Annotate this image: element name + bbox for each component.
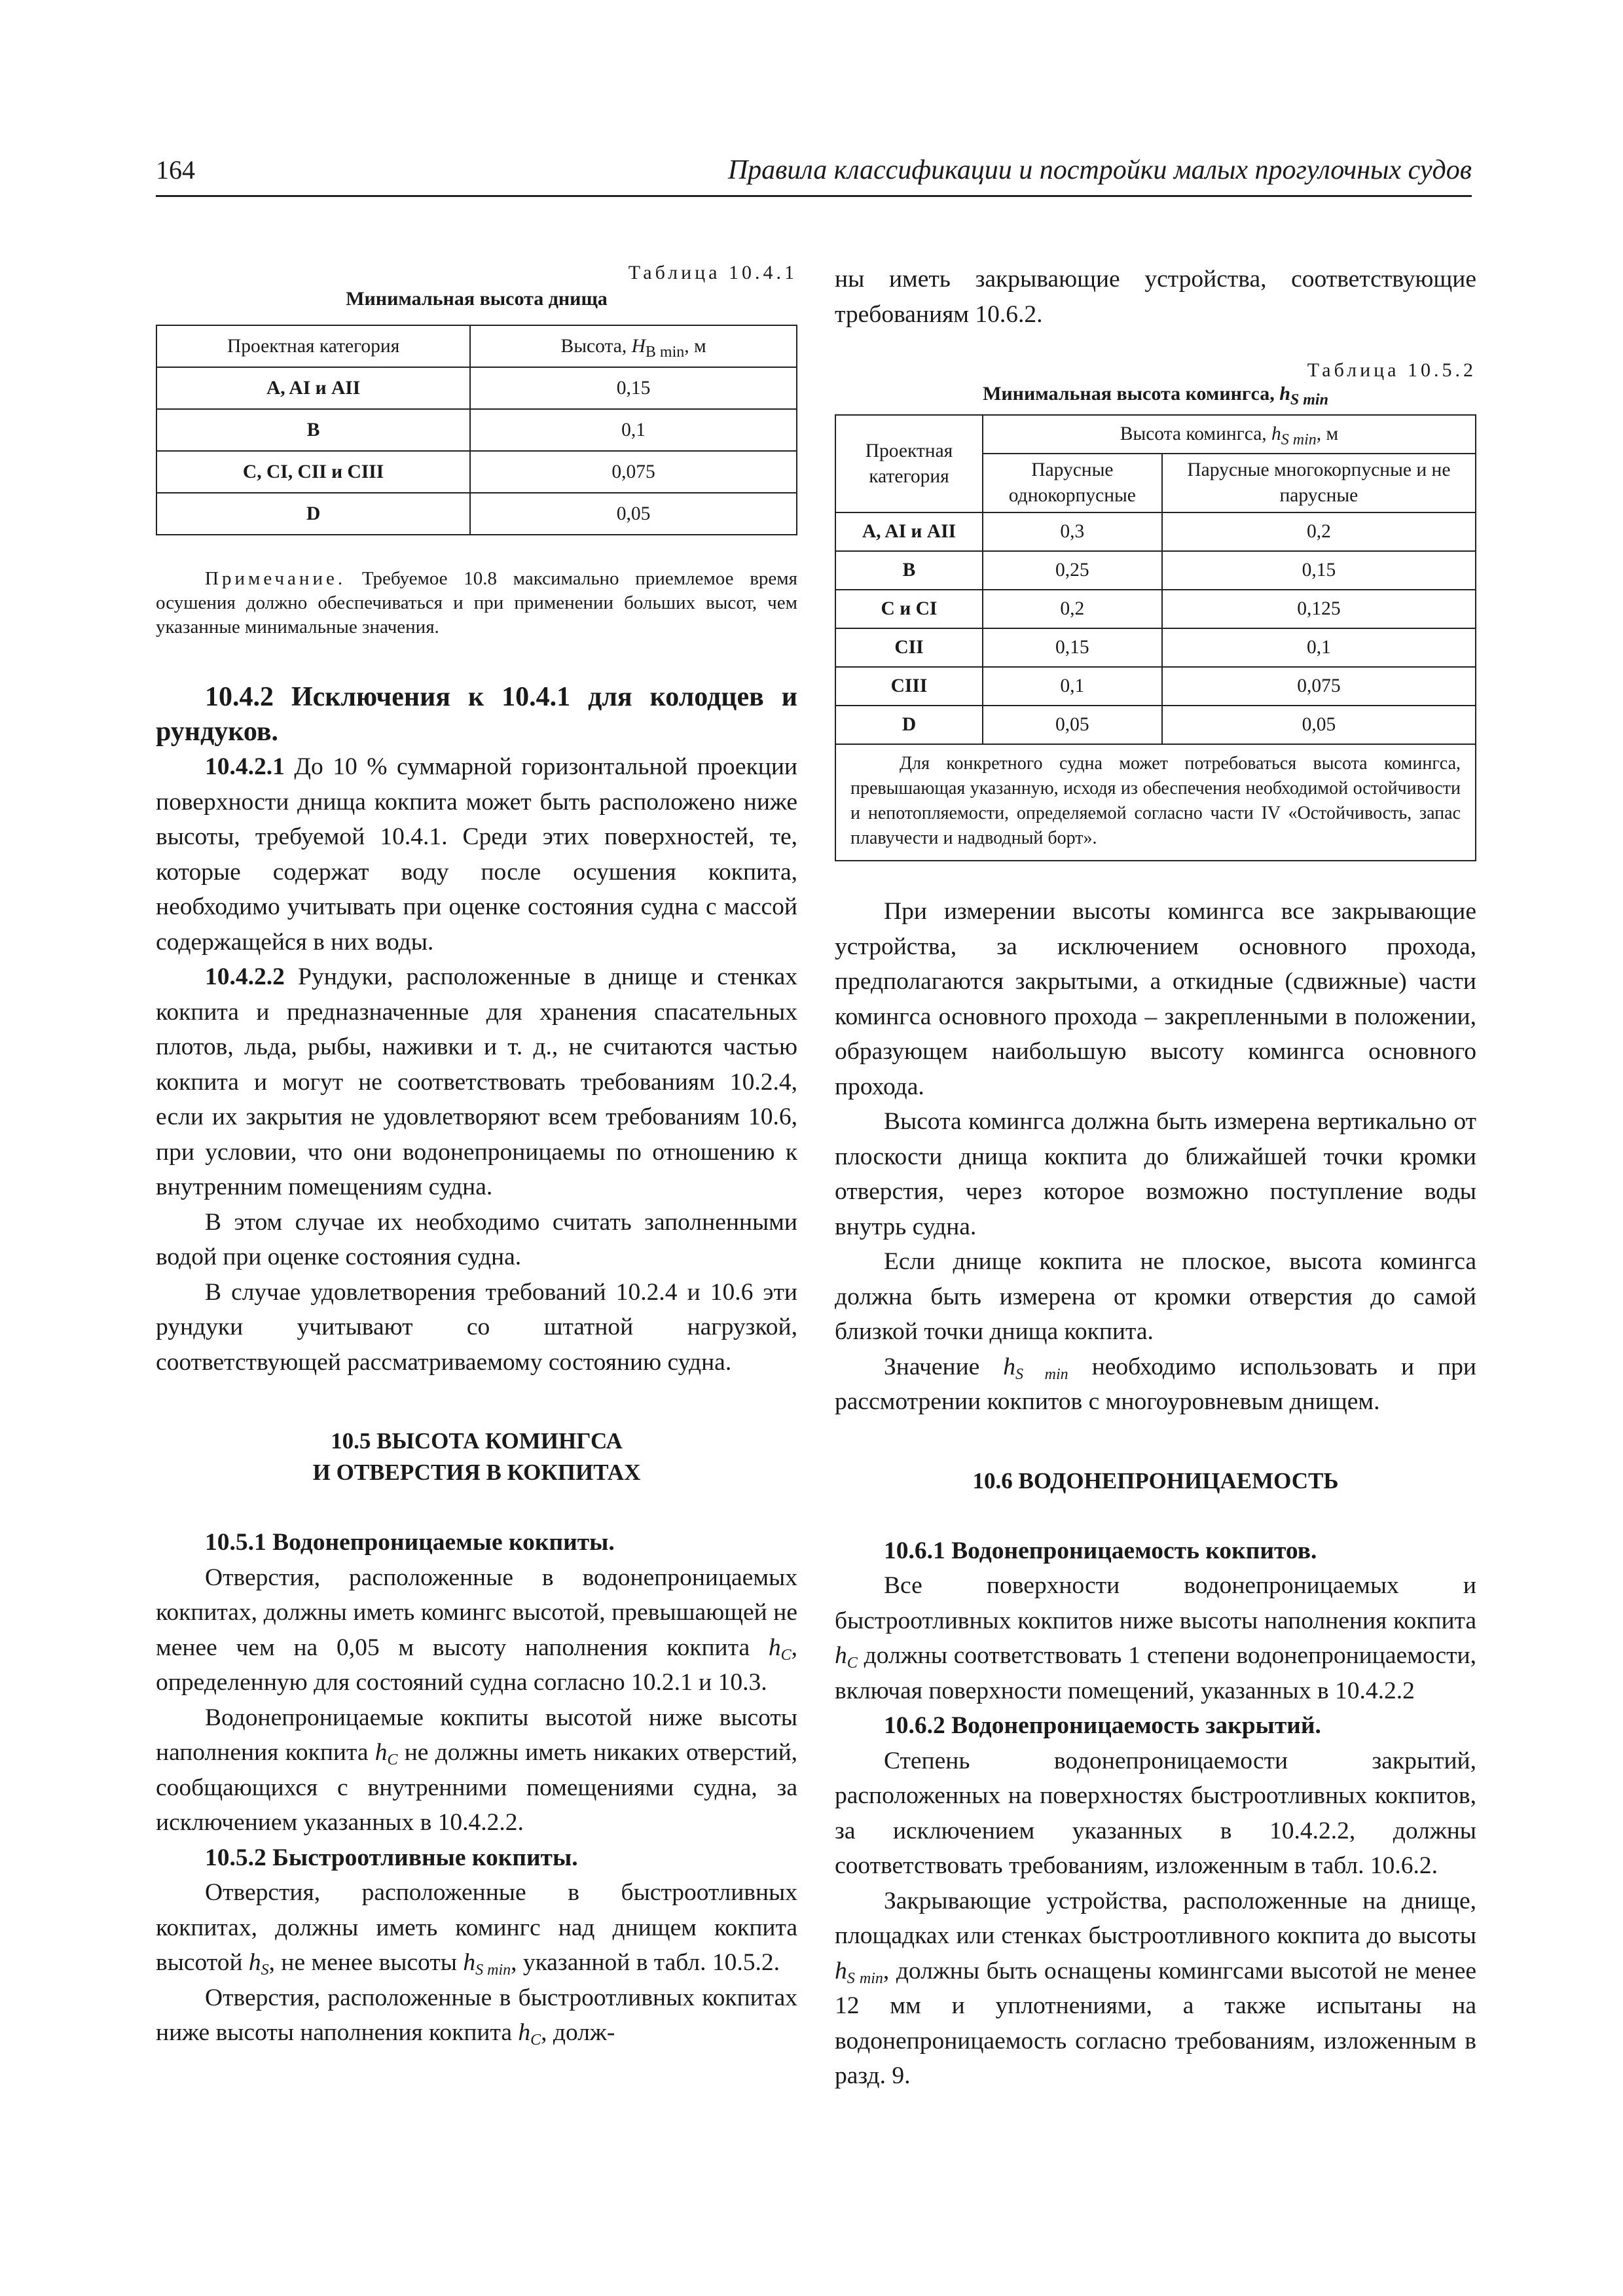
paragraph: Отверстия, расположенные в быстроотливных кокпитах, должны иметь комингс над днищем кокпита высотой $h_S$, не менее высоты $h_{S min}$, указанной в табл. 10.5.2. [156,1879,797,1979]
table-row [835,512,1476,551]
subsection-heading: 10.6.1 Водонепроницаемость кокпитов. [884,1537,1317,1564]
right-column [835,262,1476,2094]
table-note: Примечание. Требуемое 10.8 максимально приемлемое время осушения должно обеспечиваться и при применении больших высот, чем указанные минимальные значения. [156,568,797,637]
paragraph: ны иметь закрывающие устройства, соответствующие требованиям 10.6.2. [835,266,1476,328]
table-cell: 0,1 [1162,628,1476,667]
column-header: Парусные многокорпусные и не парусные [1162,454,1476,512]
column-header: Высота, $H_{B min}$, м [470,325,797,367]
table-cell: 0,1 [983,667,1162,706]
subsection-heading: 10.6.2 Водонепроницаемость закрытий. [884,1712,1321,1739]
table-cell: 0,05 [983,706,1162,744]
table-cell: D [156,493,470,535]
table-cell: 0,05 [1162,706,1476,744]
table-caption: Таблица 10.4.1 [628,262,797,283]
table-cell: C, CI, CII и CIII [156,451,470,493]
table-title: Минимальная высота днища [346,288,608,310]
left-column [156,262,797,2051]
table-footnote-row [835,744,1476,861]
column-header: Проектная категория [156,325,470,367]
table-cell: A, AI и AII [835,512,983,551]
table-cell: 0,125 [1162,590,1476,628]
table-cell: 0,2 [983,590,1162,628]
column-header: Парусные однокорпусные [983,454,1162,512]
table-cell: B [835,551,983,590]
paragraph: Все поверхности водонепроницаемых и быстроотливных кокпитов ниже высоты наполнения кокпита $h_C$ должны соответствовать 1 степени водонепроницаемости, включая поверхности помещений, указанных в 10.4.2.2 [835,1572,1476,1704]
table-header-row [835,415,1476,454]
section-heading-10-6: 10.6 ВОДОНЕПРОНИЦАЕМОСТЬ [972,1467,1339,1494]
table-row [835,628,1476,667]
table-cell: C и CI [835,590,983,628]
table-row [156,367,797,409]
table-cell: 0,15 [983,628,1162,667]
paragraph: Значение $h_{S min}$ необходимо использовать и при рассмотрении кокпитов с многоуровневым днищем. [835,1353,1476,1415]
paragraph: Высота комингса должна быть измерена вертикально от плоскости днища кокпита до ближайшей точки кромки отверстия, через которое возможно поступление воды внутрь судна. [835,1108,1476,1240]
table-cell: 0,25 [983,551,1162,590]
table-row [835,590,1476,628]
subsection-heading: 10.5.2 Быстроотливные кокпиты. [205,1844,578,1871]
table-cell: 0,15 [1162,551,1476,590]
table-cell: 0,2 [1162,512,1476,551]
paragraph: Отверстия, расположенные в быстроотливных кокпитах ниже высоты наполнения кокпита $h_C$, долж- [156,1984,797,2049]
paragraph: 10.4.2.1 До 10 % суммарной горизонтальной проекции поверхности днища кокпита может быть расположено ниже высоты, требуемой 10.4.1. Среди этих поверхностей, те, которые содержат воду после осушения кокпита, необходимо учитывать при оценке состояния судна с массой содержащейся в них воды. [156,753,797,956]
table-cell: 0,1 [470,409,797,451]
column-header: Проектная категория [835,415,983,512]
table-row [156,451,797,493]
subsection-heading: 10.5.1 Водонепроницаемые кокпиты. [205,1529,615,1556]
table-caption: Таблица 10.5.2 [1307,359,1476,381]
table-cell: CII [835,628,983,667]
table-cell: 0,3 [983,512,1162,551]
table-cell: B [156,409,470,451]
paragraph: В случае удовлетворения требований 10.2.4 и 10.6 эти рундуки учитывают со штатной нагрузкой, соответствующей рассматриваемому состоянию судна. [156,1278,797,1376]
paragraph: При измерении высоты комингса все закрывающие устройства, за исключением основного прохода, предполагаются закрытыми, а откидные (сдвижные) части комингса основного прохода – закрепленными в положении, образующем наибольшую высоту комингса основного прохода. [835,898,1476,1100]
bottom-height-table [156,325,797,535]
table-header-row [156,325,797,367]
page-header [156,154,1472,197]
table-row [835,551,1476,590]
table-cell: 0,15 [470,367,797,409]
page-number: 164 [156,155,195,185]
paragraph: Закрывающие устройства, расположенные на днище, площадках или стенках быстроотливного кокпита до высоты $h_{S min}$, должны быть оснащены комингсами высотой не менее 12 мм и уплотнениями, а также испытаны на водонепроницаемость согласно требованиям, изложенным в разд. 9. [835,1887,1476,2089]
paragraph: 10.4.2.2 Рундуки, расположенные в днище и стенках кокпита и предназначенные для хранения спасательных плотов, льда, рыбы, наживки и т. д., не считаются частью кокпита и могут не соответствовать требованиям 10.2.4, если их закрытия не удовлетворяют всем требованиям 10.6, при условии, что они водонепроницаемы по отношению к внутренним помещениям судна. [156,963,797,1200]
paragraph: Степень водонепроницаемости закрытий, расположенных на поверхностях быстроотливных кокпитов, за исключением указанных в 10.4.2.2, должны соответствовать требованиям, изложенным в табл. 10.6.2. [835,1747,1476,1879]
section-heading-10-4-2: 10.4.2 Исключения к 10.4.1 для колодцев и рундуков. [156,682,797,747]
table-footnote: Для конкретного судна может потребоваться высота комингса, превышающая указанную, исходя из обеспечения необходимой остойчивости и непотопляемости, определяемой согласно части IV «Остойчивость, запас плавучести и надводный борт». [835,744,1476,861]
section-heading-10-5: 10.5 ВЫСОТА КОМИНГСА И ОТВЕРСТИЯ В КОКПИТАХ [312,1428,641,1485]
running-title: Правила классификации и постройки малых прогулочных судов [727,155,1472,185]
table-cell: 0,075 [470,451,797,493]
column-header: Высота комингса, $h_{S min}$, м [983,415,1476,454]
table-cell: A, AI и AII [156,367,470,409]
table-title: Минимальная высота комингса, $h_{S min}$ [983,383,1328,408]
paragraph: Если днище кокпита не плоское, высота комингса должна быть измерена от кромки отверстия до самой близкой точки днища кокпита. [835,1248,1476,1345]
table-row [156,493,797,535]
table-row [156,409,797,451]
table-cell: CIII [835,667,983,706]
paragraph: В этом случае их необходимо считать заполненными водой при оценке состояния судна. [156,1208,797,1270]
table-cell: D [835,706,983,744]
table-row [835,667,1476,706]
paragraph: Водонепроницаемые кокпиты высотой ниже высоты наполнения кокпита $h_C$ не должны иметь никаких отверстий, сообщающихся с внутренними помещениями судна, за исключением указанных в 10.4.2.2. [156,1704,798,1836]
table-cell: 0,05 [470,493,797,535]
table-row [835,706,1476,744]
paragraph: Отверстия, расположенные в водонепроницаемых кокпитах, должны иметь комингс высотой, превышающей не менее чем на 0,05 м высоту наполнения кокпита $h_C$, определенную для состояний судна согласно 10.2.1 и 10.3. [156,1564,797,1696]
table-cell: 0,075 [1162,667,1476,706]
coaming-height-table [835,414,1476,861]
